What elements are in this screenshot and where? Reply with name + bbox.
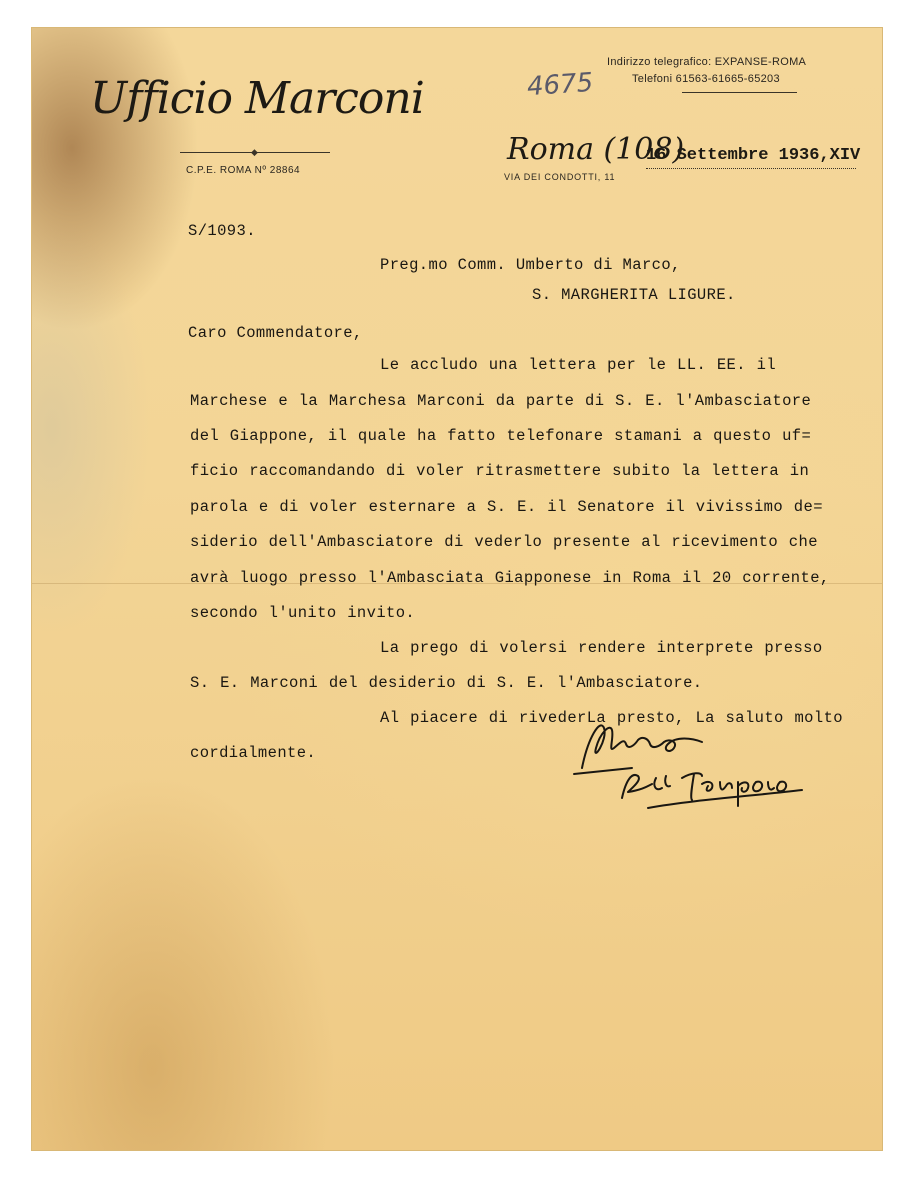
body-line: ficio raccomandando di voler ritrasmettere subito la lettera in (190, 462, 810, 480)
phone-rule (682, 92, 797, 93)
cpe-number: C.P.E. ROMA Nº 28864 (186, 165, 301, 176)
logo-ornament: ◆ (251, 148, 258, 158)
body-line: Al piacere di rivederLa presto, La saluto molto (380, 709, 843, 727)
body-line: cordialmente. (190, 744, 317, 762)
archive-number: 4675 (526, 67, 595, 103)
body-line: avrà luogo presso l'Ambasciata Giapponese in Roma il 20 corrente, (190, 569, 830, 587)
body-line: La prego di volersi rendere interprete presso (380, 639, 823, 657)
body-line: parola e di voler esternare a S. E. il Senatore il vivissimo de= (190, 498, 823, 516)
body-line: secondo l'unito invito. (190, 604, 416, 622)
reference-number: S/1093. (188, 222, 256, 240)
body-line: S. E. Marconi del desiderio di S. E. l'Ambasciatore. (190, 674, 703, 692)
telegraph-address: Indirizzo telegrafico: EXPANSE-ROMA (607, 56, 807, 68)
recipient-line-1: Preg.mo Comm. Umberto di Marco, (380, 256, 681, 274)
phone-numbers: Telefoni 61563-61665-65203 (632, 73, 780, 85)
street-address: VIA DEI CONDOTTI, 11 (504, 172, 616, 182)
body-line: Le accludo una lettera per le LL. EE. il (380, 356, 777, 374)
body-line: del Giappone, il quale ha fatto telefonare stamani a questo uf= (190, 427, 812, 445)
body-line: siderio dell'Ambasciatore di vederlo presente al ricevimento che (190, 533, 818, 551)
place-name: Roma (108) (507, 132, 685, 167)
date-rule (646, 168, 856, 169)
body-line: Marchese e la Marchesa Marconi da parte di S. E. l'Ambasciatore (190, 392, 812, 410)
letter-sheet (32, 28, 882, 1150)
handwritten-signature (552, 708, 832, 818)
letterhead-logo: Ufficio Marconi (90, 73, 424, 124)
recipient-line-2: S. MARGHERITA LIGURE. (532, 286, 736, 304)
letter-date: 16 Settembre 1936,XIV (646, 146, 861, 165)
salutation: Caro Commendatore, (188, 324, 363, 342)
